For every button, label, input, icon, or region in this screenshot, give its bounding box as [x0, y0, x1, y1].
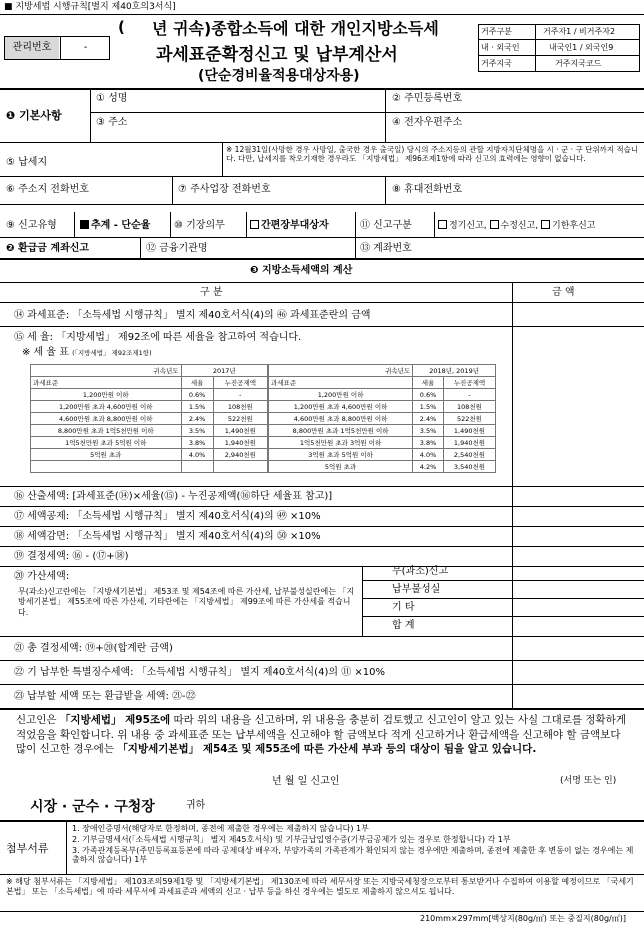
taxplace-label: ⑤ 납세지: [6, 157, 48, 168]
rate-table-2018-2019: 귀속년도 2018년, 2019년 과세표준 세율 누진공제액 1,200만원 이하 0.6% - 1,200만원 초과 4,600만원 이하 1.5% 108천원 4,600만원 초과 8,800만원 이하 2.4% 522천원 8,800만원 초과 1억5천만원 이하 3.5% 1,490천원 1억5천만원 초과 3억원 이하 3.8% 1,940천원 3억원 초과 5억원 이하 4.0% 2,540천원 5억원 초과 4.2% 3,540천원: [268, 364, 496, 473]
row-23-payable-tax: ㉓ 납부할 세액 또는 환급받을 세액: ㉑-㉒: [14, 691, 196, 702]
signature-note: (서명 또는 인): [560, 776, 617, 786]
management-number-value[interactable]: -: [60, 37, 110, 59]
checkbox-icon: [250, 220, 259, 229]
rate-table-title: ※ 세 율 표 (「지방세법」 제92조제1항): [22, 347, 152, 358]
calc-col-item: 구 분: [200, 287, 223, 298]
residency-box: [478, 24, 640, 72]
row-22-prepaid-tax: ㉒ 기 납부한 특별징수세액: 「소득세법 시행규칙」 별지 제40호서식(4)의 ⑪ ×10%: [14, 667, 385, 678]
penalty-late-payment: 납부불성실: [392, 584, 441, 595]
row-15-tax-rate: ⑮ 세 율: 「지방세법」 제92조에 따른 세율을 참고하여 적습니다.: [14, 332, 302, 343]
calc-col-amount: 금 액: [552, 287, 575, 298]
attachment-item: 1. 장애인증명서(해당자로 한정하며, 종전에 제출한 경우에는 제출하지 않습니다) 1부: [72, 824, 369, 833]
country-code-label: 거주지국코드: [555, 59, 602, 68]
business-phone-field[interactable]: ⑦ 주사업장 전화번호: [178, 184, 271, 195]
calc-section-title: ❸ 지방소득세액의 계산: [250, 265, 353, 276]
row-18-tax-reduction: ⑱ 세액감면: 「소득세법 시행규칙」 별지 제40호서식(4)의 ㊿ ×10%: [14, 531, 321, 542]
mobile-field[interactable]: ⑧ 휴대전화번호: [392, 184, 463, 195]
recipient: 시장 · 군수 · 구청장: [30, 799, 155, 815]
home-phone-field[interactable]: ⑥ 주소지 전화번호: [6, 184, 89, 195]
residency-value[interactable]: 거주자1 / 비거주자2: [543, 27, 616, 36]
title-line-3: (단순경비율적용대상자용): [198, 68, 360, 84]
checkbox-icon: [80, 220, 89, 229]
year-prefix: (: [118, 18, 125, 36]
penalty-other: 기 타: [392, 602, 415, 613]
name-field[interactable]: ① 성명: [96, 93, 128, 104]
form-reference: ■ 지방세법 시행규칙[별지 제40호의3서식]: [4, 2, 176, 12]
taxplace-note: ※ 12월31일(사망한 경우 사망일, 출국한 경우 출국일) 당시의 주소지등의 관할 지방자치단체명을 시 · 군 · 구 단위까지 적습니다. 다만, 납세지를 착오기재한 경우라도 「지방세법」 제96조제1항에 따라 신고의 효력에는 영향이 없습니다.: [226, 145, 639, 164]
row-17-tax-credit: ⑰ 세액공제: 「소득세법 시행규칙」 별지 제40호서식(4)의 ㊾ ×10%: [14, 511, 321, 522]
management-number-box: [4, 36, 110, 60]
report-kind-label: ⑪ 신고구분: [360, 220, 412, 231]
refund-account-label: ❷ 환급금 계좌신고: [6, 243, 90, 254]
bookkeeping-label: ⑩ 기장의무: [174, 220, 225, 231]
attachments-label: 첨부서류: [6, 842, 49, 855]
paper-spec: 210mm×297mm[백상지(80g/㎡) 또는 중질지(80g/㎡)]: [420, 914, 626, 923]
basic-section-label: ❶ 기본사항: [6, 109, 62, 122]
bookkeeping-option[interactable]: 간편장부대상자: [250, 220, 329, 232]
nationality-label: 내 · 외국인: [481, 43, 520, 52]
penalty-underreport: 무(과소)신고: [392, 566, 449, 577]
title-line-1: 년 귀속)종합소득에 대한 개인지방소득세: [152, 19, 439, 38]
management-number-label: 관리번호: [5, 37, 59, 59]
title-line-2: 과세표준확정신고 및 납부계산서: [156, 45, 398, 65]
email-field[interactable]: ④ 전자우편주소: [392, 117, 463, 128]
checkbox-icon: [490, 220, 499, 229]
country-label: 거주지국: [481, 59, 512, 68]
address-field[interactable]: ③ 주소: [96, 117, 128, 128]
checkbox-icon: [438, 220, 447, 229]
residency-label: 거주구분: [481, 27, 512, 36]
row-20-additional-tax: ⑳ 가산세액:: [14, 571, 70, 582]
rrn-field[interactable]: ② 주민등록번호: [392, 93, 463, 104]
attachment-item: 3. 가족관계등록부(주민등록표등본에 따라 공제대상 배우자, 부양가족의 가족관계가 확인되지 않는 경우에만 제출하며, 종전에 제출한 후 변동이 없는 경우에는 제출하지 않습니다) 1부: [72, 846, 634, 865]
attachment-item: 2. 기부금명세서(「소득세법 시행규칙」 별지 제45호서식) 및 기부금납입영수증(기부금공제가 있는 경우로 한정합니다) 각 1부: [72, 835, 511, 844]
row-20-note: 무(과소)신고란에는 「지방세기본법」 제53조 및 제54조에 따른 가산세, 납부불성실란에는 「지방세기본법」 제55조에 따른 가산세, 기타란에는 「지방세법」 제99조에 따른 가산세를 적습니다.: [18, 587, 355, 617]
bank-field[interactable]: ⑫ 금융기관명: [146, 243, 208, 254]
row-19-determined-tax: ⑲ 결정세액: ⑯ - (⑰+⑱): [14, 551, 129, 562]
penalty-total: 합 계: [392, 620, 415, 631]
filing-type-label: ⑨ 신고유형: [6, 220, 57, 231]
rate-table-2017: 귀속년도 2017년 과세표준 세율 누진공제액 1,200만원 이하 0.6% - 1,200만원 초과 4,600만원 이하 1.5% 108천원 4,600만원 초과 8,800만원 이하 2.4% 522천원 8,800만원 초과 1억5천만원 이하 3.5% 1,490천원 1억5천만원 초과 5억원 이하 3.8% 1,940천원 5억원 초과 4.0% 2,940천원: [30, 364, 268, 473]
account-number-field[interactable]: ⑬ 계좌번호: [360, 243, 412, 254]
row-14-taxable-base: ⑭ 과세표준: 「소득세법 시행규칙」 별지 제40호서식(4)의 ㊻ 과세표준란의 금액: [14, 310, 371, 321]
row-21-total-tax: ㉑ 총 결정세액: ⑲+⑳(합계란 금액): [14, 643, 173, 654]
recipient-suffix: 귀하: [186, 800, 206, 811]
row-16-computed-tax: ⑯ 산출세액: [과세표준(⑭)×세율(⑮) - 누진공제액(⑯하단 세율표 참고)]: [14, 491, 333, 502]
filing-type-option[interactable]: 추계 - 단순율: [80, 220, 150, 232]
date-signature-line[interactable]: 년 월 일 신고인: [272, 776, 340, 787]
footer-note: ※ 해당 첨부서류는 「지방세법」 제103조의59제1항 및 「지방세기본법」 제130조에 따라 세무서장 또는 지방국세청장으로부터 통보받거나 수집하여 이용할 예정이므로 「국세기본법」 또는 「소득세법」에 따라 세무서에 과세표준과 세액의 신고 · 납부 등을 하신 경우에는 별도로 제출하지 않으셔도 됩니다.: [6, 877, 634, 896]
checkbox-icon: [541, 220, 550, 229]
report-kind-options[interactable]: 정기신고, 수정신고, 기한후신고: [438, 220, 596, 231]
nationality-value[interactable]: 내국인1 / 외국인9: [549, 43, 614, 52]
declaration-text: 신고인은 「지방세법」 제95조에 따라 위의 내용을 신고하며, 위 내용을 충분히 검토했고 신고인이 알고 있는 사실 그대로를 정확하게 적었음을 확인합니다. 위 내용 중 과세표준 또는 납부세액을 신고해야 할 금액보다 적게 신고하거나 환급세액을 신고해야 할 금액보다 많이 신고한 경우에는 「지방세기본법」 제54조 및 제55조에 따른 가산세 부과 등의 대상이 됨을 알고 있습니다.: [16, 714, 626, 756]
